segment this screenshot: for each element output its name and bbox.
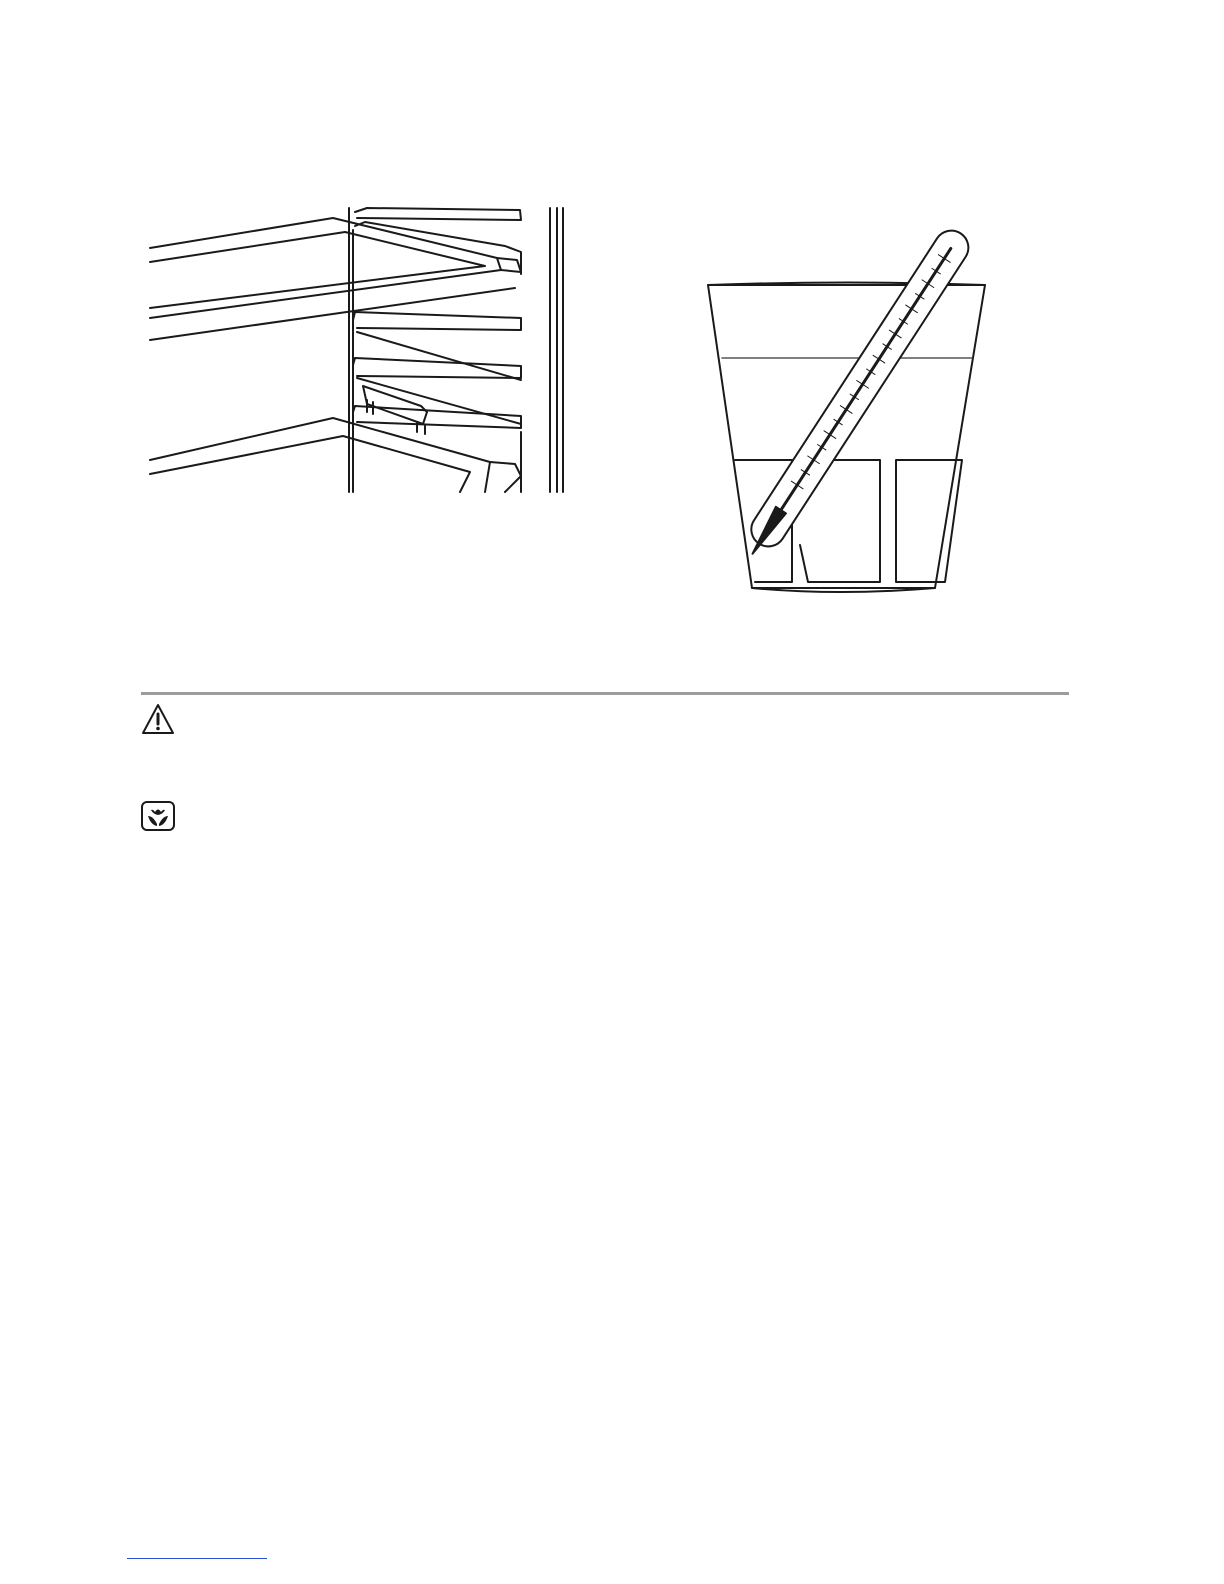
warning-triangle-icon [141, 703, 175, 735]
thermometer-in-glass-illustration [700, 210, 1010, 595]
environment-flower-icon [141, 801, 175, 831]
refrigerator-shelves-illustration [145, 200, 575, 495]
footer-link-underline[interactable] [127, 1558, 267, 1559]
section-divider [141, 692, 1069, 695]
